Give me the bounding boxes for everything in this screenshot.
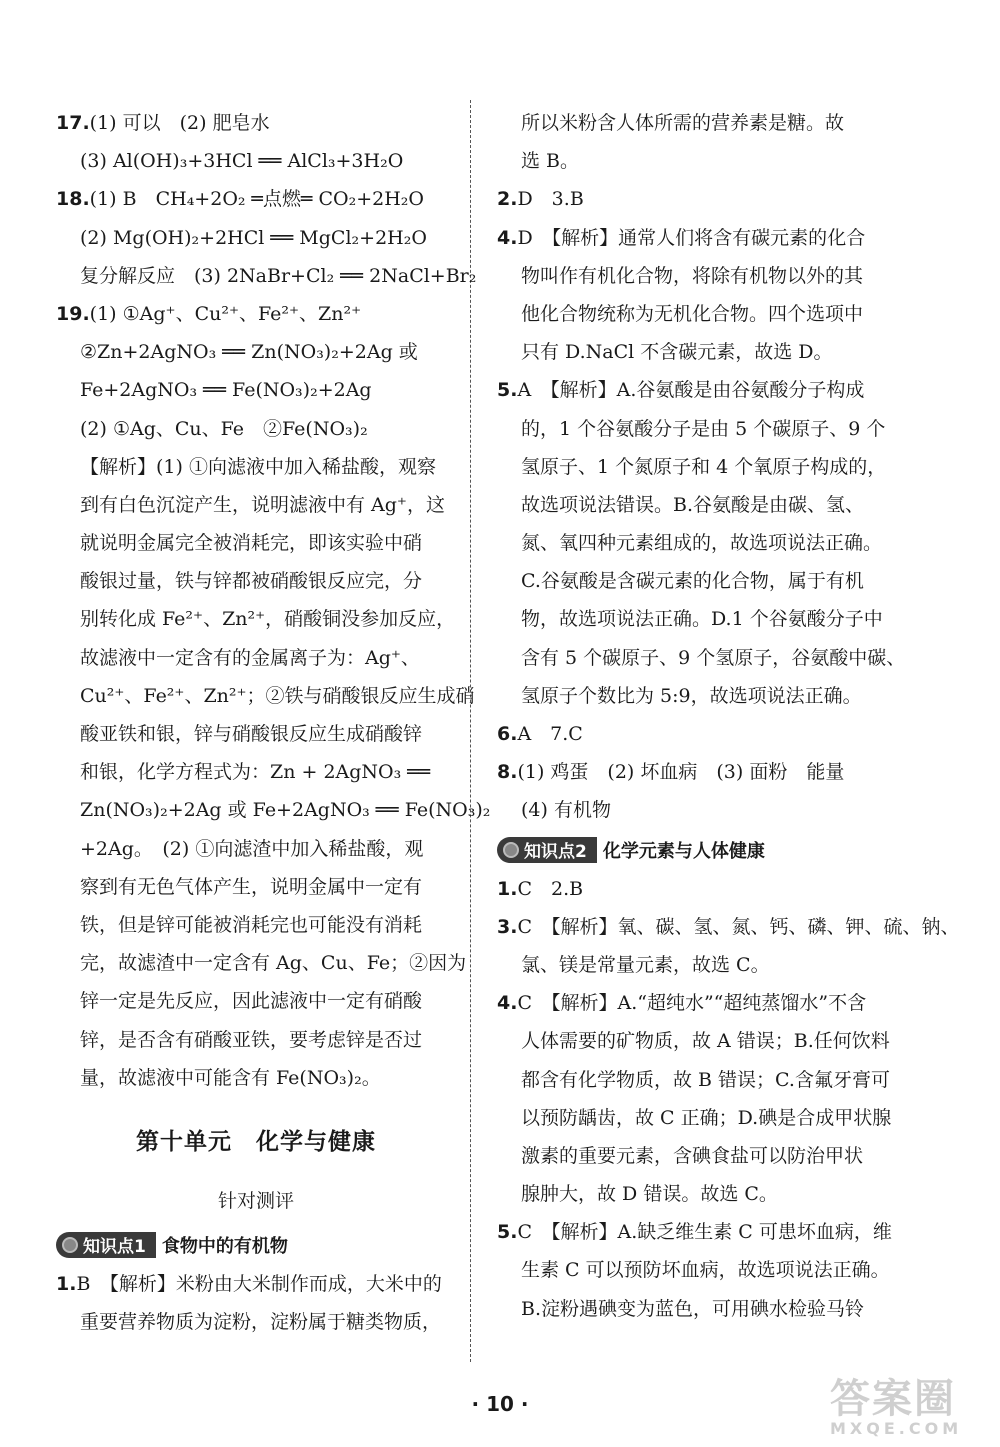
knowledge-point-2: [497, 830, 897, 870]
text-line: [56, 295, 456, 333]
line-text: (4) 有机物: [521, 799, 611, 822]
line-text: 氮、氧四种元素组成的，故选项说法正确。: [521, 532, 883, 555]
question-number: 17.: [56, 112, 90, 134]
line-text: 锌，是否含有硝酸亚铁，要考虑锌是否过: [80, 1028, 423, 1051]
line-text: (2) Mg(OH)₂+2HCl ══ MgCl₂+2H₂O: [80, 226, 427, 249]
line-text: 量，故滤液中可能含有 Fe(NO₃)₂。: [80, 1066, 381, 1089]
line-text: D 3.B: [517, 188, 584, 211]
text-line: [497, 1175, 897, 1213]
question-number: 2.: [497, 188, 518, 211]
text-line: [497, 1213, 897, 1251]
text-line: [56, 1265, 456, 1303]
kp2-title: 化学元素与人体健康: [602, 840, 765, 862]
line-text: A 【解析】A.谷氨酸是由谷氨酸分子构成: [517, 379, 865, 402]
kp1-badge-label: 知识点1: [83, 1237, 146, 1258]
line-text: 到有白色沉淀产生，说明滤液中有 Ag⁺，这: [80, 493, 445, 516]
text-line: [56, 371, 456, 409]
line-text: 以预防龋齿，故 C 正确；D.碘是合成甲状腺: [521, 1106, 892, 1129]
line-text: 故选项说法错误。B.谷氨酸是由碳、氢、: [521, 493, 865, 516]
line-text: 酸亚铁和银，锌与硝酸银反应生成硝酸锌: [80, 723, 423, 745]
question-number: 8.: [497, 761, 518, 784]
text-line: [497, 142, 897, 180]
kp2-badge: [497, 837, 597, 863]
text-line: [497, 1290, 897, 1328]
line-text: (1) 鸡蛋 (2) 坏血病 (3) 面粉 能量: [517, 761, 845, 784]
text-line: [56, 1303, 456, 1341]
line-text: 的，1 个谷氨酸分子是由 5 个碳原子、9 个: [521, 417, 886, 440]
text-line: [56, 906, 456, 944]
page-number: · 10 ·: [471, 1392, 529, 1416]
text-line: [497, 1022, 897, 1060]
text-line: [497, 1099, 897, 1137]
text-line: [56, 830, 456, 868]
text-line: [497, 486, 897, 524]
text-line: [56, 715, 456, 753]
text-line: [56, 868, 456, 906]
left-after-lines: [56, 1265, 456, 1341]
line-text: 所以米粉含人体所需的营养素是糖。故: [521, 112, 845, 134]
question-number: 6.: [497, 723, 518, 745]
question-number: 5.: [497, 1221, 518, 1244]
line-text: 含有 5 个碳原子、9 个氢原子，谷氨酸中碳、: [521, 646, 906, 669]
right-column: [497, 104, 960, 1328]
line-text: 选 B。: [521, 150, 580, 173]
question-number: 1.: [56, 1272, 77, 1295]
question-number: 4.: [497, 992, 518, 1015]
line-text: (2) ①Ag、Cu、Fe ②Fe(NO₃)₂: [80, 417, 368, 440]
line-text: 氯、镁是常量元素，故选 C。: [521, 953, 770, 976]
section-title: 针对测评: [217, 1189, 294, 1212]
text-line: [497, 104, 897, 142]
text-line: [497, 600, 897, 638]
text-line: [56, 333, 456, 371]
line-text: (1) ①Ag⁺、Cu²⁺、Fe²⁺、Zn²⁺: [89, 302, 362, 325]
line-text: ②Zn+2AgNO₃ ══ Zn(NO₃)₂+2Ag 或: [80, 341, 418, 364]
text-line: [497, 371, 897, 409]
question-number: 5.: [497, 379, 518, 402]
text-line: [56, 219, 456, 257]
text-line: [497, 295, 897, 333]
line-text: 锌一定是先反应，因此滤液中一定有硝酸: [80, 990, 423, 1013]
line-text: 故滤液中一定含有的金属离子为：Ag⁺、: [80, 646, 420, 669]
line-text: C 【解析】氧、碳、氢、氮、钙、磷、钾、硫、钠、: [517, 915, 960, 938]
line-text: C 【解析】A.缺乏维生素 C 可患坏血病，维: [517, 1221, 892, 1244]
line-text: 都含有化学物质，故 B 错误；C.含氟牙膏可: [521, 1068, 890, 1091]
text-line: [56, 524, 456, 562]
line-text: C 2.B: [517, 877, 584, 900]
text-line: [56, 982, 456, 1020]
line-text: C.谷氨酸是含碳元素的化合物，属于有机: [521, 570, 864, 593]
line-text: Zn(NO₃)₂+2Ag 或 Fe+2AgNO₃ ══ Fe(NO₃)₂: [80, 799, 491, 822]
text-line: [497, 870, 897, 908]
text-line: [497, 333, 897, 371]
line-text: (1) B CH₄+2O₂ ═点燃═ CO₂+2H₂O: [89, 188, 424, 211]
text-line: [497, 257, 897, 295]
watermark-logo: [830, 1378, 990, 1444]
line-text: 只有 D.NaCl 不含碳元素，故选 D。: [521, 341, 833, 364]
text-line: [497, 639, 906, 677]
kp1-title: 食物中的有机物: [161, 1235, 288, 1257]
text-line: [56, 180, 456, 218]
line-text: B.淀粉遇碘变为蓝色，可用碘水检验马铃: [521, 1297, 865, 1320]
line-text: A 7.C: [517, 723, 583, 745]
text-line: [56, 1059, 456, 1097]
line-text: 氢原子个数比为 5:9，故选项说法正确。: [521, 684, 862, 707]
line-text: 【解析】(1) ①向滤液中加入稀盐酸，观察: [80, 455, 436, 478]
kp1-badge: [56, 1232, 156, 1258]
line-text: 物，故选项说法正确。D.1 个谷氨酸分子中: [521, 608, 883, 631]
text-line: [56, 448, 456, 486]
badge-icon: [62, 1237, 78, 1253]
text-line: [497, 908, 960, 946]
text-line: [56, 257, 477, 295]
text-line: [497, 946, 897, 984]
text-line: [497, 1251, 897, 1289]
question-number: 4.: [497, 226, 518, 249]
text-line: [497, 677, 897, 715]
line-text: D 【解析】通常人们将含有碳元素的化合: [517, 226, 866, 249]
text-line: [56, 791, 491, 829]
text-line: [497, 448, 897, 486]
text-line: [497, 715, 897, 753]
line-text: (3) Al(OH)₃+3HCl ══ AlCl₃+3H₂O: [80, 150, 404, 173]
text-line: [497, 180, 897, 218]
text-line: [56, 410, 456, 448]
line-text: 完，故滤渣中一定含有 Ag、Cu、Fe；②因为: [80, 952, 467, 975]
line-text: Cu²⁺、Fe²⁺、Zn²⁺；②铁与硝酸银反应生成硝: [80, 684, 475, 707]
line-text: 氢原子、1 个氮原子和 4 个氧原子构成的，: [521, 455, 887, 478]
unit-title: 第十单元 化学与健康: [136, 1128, 376, 1155]
question-number: 3.: [497, 915, 518, 938]
text-line: [56, 562, 456, 600]
text-line: [56, 753, 456, 791]
line-text: 就说明金属完全被消耗完，即该实验中硝: [80, 532, 423, 555]
question-number: 18.: [56, 188, 90, 211]
text-line: [497, 410, 897, 448]
line-text: 物叫作有机化合物，将除有机物以外的其: [521, 264, 864, 287]
line-text: 人体需要的矿物质，故 A 错误；B.任何饮料: [521, 1030, 890, 1053]
watermark-url: MXQE.COM: [830, 1419, 963, 1438]
text-line: [56, 1021, 456, 1059]
text-line: [56, 944, 467, 982]
line-text: 和银，化学方程式为：Zn + 2AgNO₃ ══: [80, 761, 431, 784]
question-number: 19.: [56, 302, 90, 325]
text-line: [497, 562, 897, 600]
text-line: [56, 486, 456, 524]
line-text: 激素的重要元素，含碘食盐可以防治甲状: [521, 1144, 864, 1167]
line-text: 腺肿大，故 D 错误。故选 C。: [521, 1183, 778, 1206]
text-line: [497, 791, 897, 829]
text-line: [56, 600, 456, 638]
line-text: 重要营养物质为淀粉，淀粉属于糖类物质，: [80, 1311, 442, 1334]
line-text: 铁，但是锌可能被消耗完也可能没有消耗: [80, 913, 423, 936]
text-line: [56, 142, 456, 180]
text-line: [56, 104, 456, 142]
text-line: [497, 753, 897, 791]
text-line: [497, 1061, 897, 1099]
left-lines: [56, 104, 491, 1097]
text-line: [497, 984, 897, 1022]
text-line: [56, 639, 456, 677]
badge-icon: [503, 842, 519, 858]
text-line: [56, 677, 475, 715]
line-text: C 【解析】A.“超纯水”“超纯蒸馏水”不含: [517, 992, 867, 1015]
knowledge-point-1: [56, 1225, 456, 1265]
text-line: [497, 524, 897, 562]
line-text: 别转化成 Fe²⁺、Zn²⁺，硝酸铜没参加反应，: [80, 608, 456, 631]
right-after-lines: [497, 870, 960, 1328]
line-text: 酸银过量，铁与锌都被硝酸银反应完，分: [80, 570, 423, 593]
watermark-text: 答案圈: [830, 1376, 956, 1422]
right-lines: [497, 104, 906, 830]
line-text: +2Ag。 (2) ①向滤渣中加入稀盐酸，观: [80, 837, 424, 860]
text-line: [497, 1137, 897, 1175]
text-line: [497, 219, 897, 257]
question-number: 1.: [497, 877, 518, 900]
line-text: 他化合物统称为无机化合物。四个选项中: [521, 302, 864, 325]
line-text: (1) 可以 (2) 肥皂水: [89, 112, 270, 134]
kp2-badge-label: 知识点2: [524, 842, 587, 863]
line-text: B 【解析】米粉由大米制作而成，大米中的: [76, 1272, 442, 1295]
line-text: 复分解反应 (3) 2NaBr+Cl₂ ══ 2NaCl+Br₂: [80, 264, 477, 287]
left-column: [56, 104, 491, 1341]
line-text: 察到有无色气体产生，说明金属中一定有: [80, 875, 423, 898]
line-text: 生素 C 可以预防坏血病，故选项说法正确。: [521, 1259, 890, 1282]
line-text: Fe+2AgNO₃ ══ Fe(NO₃)₂+2Ag: [80, 379, 372, 402]
